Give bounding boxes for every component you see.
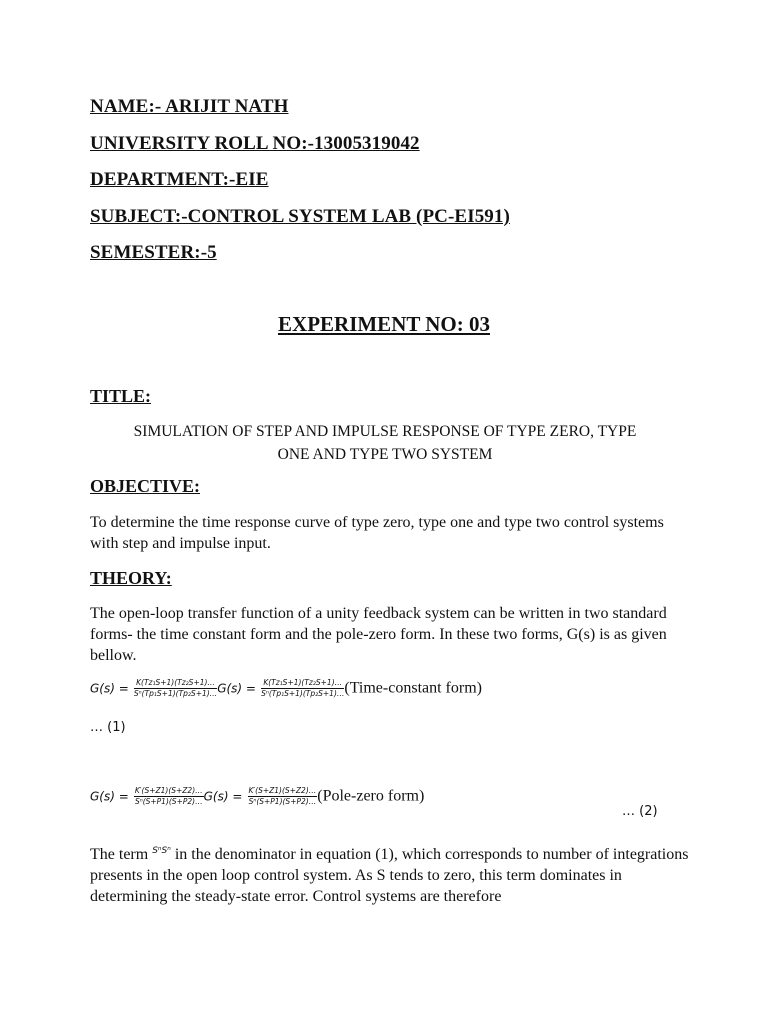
eq2-denominator-repeat: Sⁿ(S+P1)(S+P2)…	[248, 797, 317, 806]
eq1-denominator-repeat: Sⁿ(Tp₁S+1)(Tp₂S+1)…	[261, 689, 345, 698]
eq1-denominator: Sⁿ(Tp₁S+1)(Tp₂S+1)…	[133, 689, 218, 698]
eq1-fraction	[134, 678, 217, 699]
eq1-number: … (1)	[90, 720, 126, 735]
eq2-lhs: G(s) =	[90, 789, 129, 804]
sn-term-symbol: SⁿSⁿ	[152, 846, 171, 856]
title-text-line-1: SIMULATION OF STEP AND IMPULSE RESPONSE OF TYPE ZERO, TYPE	[133, 423, 637, 440]
theory-paragraph-2	[90, 841, 690, 907]
para2-start: The term	[90, 846, 149, 863]
eq1-label: (Time-constant form)	[344, 679, 482, 697]
eq1-numerator-repeat: K(Tz₁S+1)(Tz₂S+1)…	[261, 678, 344, 689]
eq2-number: … (2)	[622, 804, 658, 819]
objective-heading: OBJECTIVE:	[90, 476, 201, 496]
title-text	[90, 420, 680, 466]
university-roll-no: UNIVERSITY ROLL NO:-13005319042	[90, 133, 420, 154]
title-heading: TITLE:	[90, 386, 152, 406]
eq1-lhs-repeat: G(s) =	[217, 681, 256, 696]
eq1-lhs: G(s) =	[90, 681, 129, 696]
theory-paragraph-1: The open-loop transfer function of a unity feedback system can be written in two standard forms- the time constant form and the pole-zero form. In these two forms, G(s) is as given bellow.	[90, 605, 667, 664]
eq1-fraction-repeat	[261, 678, 344, 699]
subject: SUBJECT:-CONTROL SYSTEM LAB (PC-EI591)	[90, 206, 510, 227]
eq2-numerator-repeat: K′(S+Z1)(S+Z2)…	[248, 786, 317, 795]
department: DEPARTMENT:-EIE	[90, 169, 269, 190]
eq2-numerator: K′(S+Z1)(S+Z2)…	[134, 786, 203, 795]
equation-1	[90, 678, 482, 699]
experiment-number: EXPERIMENT NO: 03	[278, 312, 490, 336]
eq2-denominator: Sⁿ(S+P1)(S+P2)…	[134, 797, 203, 806]
theory-heading: THEORY:	[90, 568, 172, 588]
semester: SEMESTER:-5	[90, 242, 217, 263]
eq2-fraction-repeat	[248, 786, 318, 807]
equation-2	[90, 786, 424, 807]
eq2-lhs-repeat: G(s) =	[203, 789, 243, 804]
eq2-fraction	[134, 786, 204, 807]
student-name: NAME:- ARIJIT NATH	[90, 96, 289, 117]
para2-rest: in the denominator in equation (1), which corresponds to number of integrations presents in the open loop control system. As S tends to zero, this term dominates in determining the steady-state error. Control systems are therefore	[90, 846, 689, 905]
objective-text: To determine the time response curve of type zero, type one and type two control systems with step and impulse input.	[90, 514, 664, 552]
title-text-line-2: ONE AND TYPE TWO SYSTEM	[277, 446, 493, 463]
eq2-label: (Pole-zero form)	[317, 787, 425, 805]
eq1-numerator: K(Tz₁S+1)(Tz₂S+1)…	[134, 678, 217, 689]
